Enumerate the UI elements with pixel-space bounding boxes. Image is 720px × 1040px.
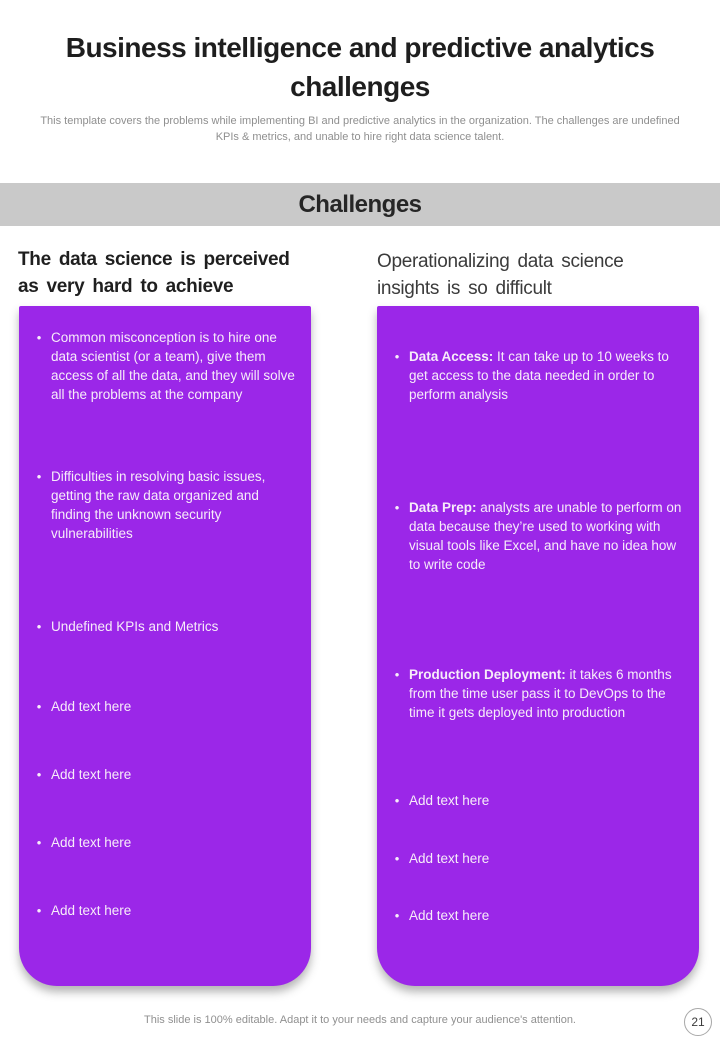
bullet-text: Production Deployment: it takes 6 months from the time user pass it to DevOps to the time it gets deployed into production: [409, 667, 672, 720]
list-item: [19, 617, 311, 636]
bullet-dot-icon: •: [36, 767, 42, 782]
page-number-badge: [684, 1008, 712, 1036]
page-title: Business intelligence and predictive analytics challenges: [65, 32, 655, 102]
bullet-dot-icon: •: [36, 619, 42, 634]
bullet-text: Data Prep: analysts are unable to perform on data because they’re used to working with visual tools like Excel, and have no idea how to write code: [409, 500, 682, 572]
bullet-dot-icon: •: [36, 903, 42, 918]
bullet-text: Add text here: [409, 908, 490, 923]
bullet-text: Add text here: [51, 835, 132, 850]
list-item: [19, 467, 311, 543]
bullet-dot-icon: •: [394, 667, 400, 682]
list-item: [377, 665, 699, 722]
left-bullet-list: [19, 328, 311, 920]
bullet-dot-icon: •: [394, 349, 400, 364]
bullet-text: Common misconception is to hire one data scientist (or a team), give them access of all the data, and they will solve all the problems at the company: [51, 330, 295, 402]
left-bullet-box: [19, 306, 311, 986]
left-column-heading: The data science is perceived as very hard to achieve: [18, 249, 290, 297]
bullet-dot-icon: •: [36, 469, 42, 484]
list-item: [377, 849, 699, 868]
bullet-dot-icon: •: [36, 699, 42, 714]
slide-subtitle: This template covers the problems while implementing BI and predictive analytics in the organization. The challenges are undefined KPIs & metrics, and unable to hire right data science talent.: [40, 115, 680, 143]
bullet-text: Add text here: [51, 699, 132, 714]
bullet-text: Undefined KPIs and Metrics: [51, 619, 219, 634]
bullet-text: Add text here: [51, 767, 132, 782]
bullet-dot-icon: •: [36, 835, 42, 850]
list-item: [19, 328, 311, 404]
challenges-banner: [0, 183, 720, 226]
bullet-text: Add text here: [409, 851, 490, 866]
bullet-dot-icon: •: [36, 330, 42, 345]
list-item: [19, 901, 311, 920]
list-item: [377, 906, 699, 925]
list-item: [377, 347, 699, 404]
list-item: [377, 498, 699, 574]
bullet-dot-icon: •: [394, 908, 400, 923]
bullet-dot-icon: •: [394, 851, 400, 866]
bullet-dot-icon: •: [394, 793, 400, 808]
right-bullet-box: [377, 306, 699, 986]
list-item: [19, 833, 311, 852]
editable-note: This slide is 100% editable. Adapt it to your needs and capture your audience's attention.: [144, 1014, 576, 1026]
bullet-text: Data Access: It can take up to 10 weeks to get access to the data needed in order to perform analysis: [409, 349, 669, 402]
bullet-text: Add text here: [51, 903, 132, 918]
list-item: [19, 697, 311, 716]
bullet-dot-icon: •: [394, 500, 400, 515]
list-item: [377, 791, 699, 810]
list-item: [19, 765, 311, 784]
right-column-heading: Operationalizing data science insights is so difficult: [377, 251, 624, 299]
challenges-banner-label: Challenges: [298, 190, 422, 218]
page-number: 21: [691, 1015, 705, 1029]
right-bullet-list: [377, 347, 699, 925]
bullet-text: Difficulties in resolving basic issues, getting the raw data organized and finding the unknown security vulnerabilities: [51, 469, 266, 541]
bullet-text: Add text here: [409, 793, 490, 808]
